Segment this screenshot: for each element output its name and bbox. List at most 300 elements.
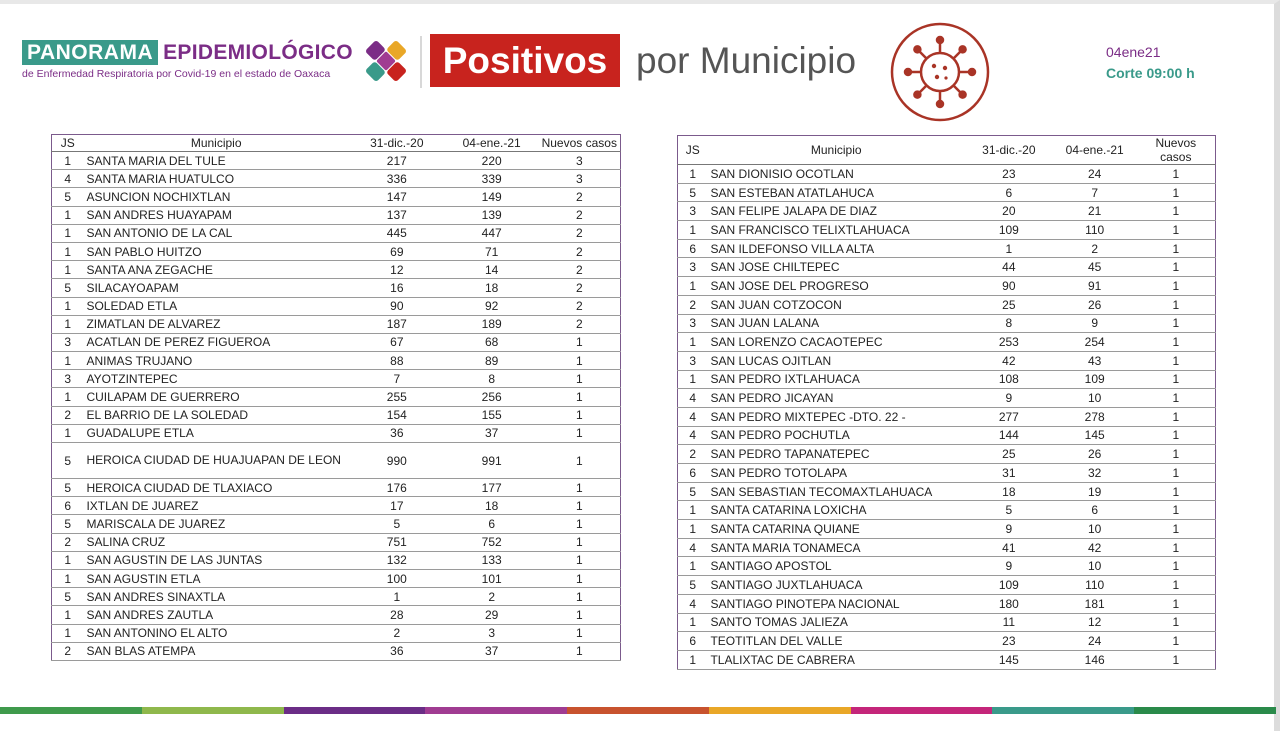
cell-04-ene: 29 bbox=[445, 606, 539, 624]
cell-nuevos-casos: 2 bbox=[539, 188, 621, 206]
cell-nuevos-casos: 1 bbox=[1137, 594, 1216, 613]
table-row bbox=[52, 352, 621, 370]
table-row bbox=[678, 650, 1216, 669]
strip-segment bbox=[709, 707, 851, 714]
cell-nuevos-casos: 1 bbox=[1137, 632, 1216, 651]
strip-segment bbox=[284, 707, 426, 714]
cell-municipio: SAN PEDRO TOTOLAPA bbox=[707, 464, 964, 483]
table-row bbox=[52, 315, 621, 333]
cell-31-dic: 44 bbox=[965, 258, 1053, 277]
cell-31-dic: 217 bbox=[349, 152, 445, 170]
cell-nuevos-casos: 1 bbox=[1137, 538, 1216, 557]
cell-nuevos-casos: 1 bbox=[1137, 557, 1216, 576]
cell-js: 3 bbox=[52, 333, 84, 351]
cell-js: 5 bbox=[52, 515, 84, 533]
cell-04-ene: 145 bbox=[1053, 426, 1137, 445]
cell-31-dic: 36 bbox=[349, 424, 445, 442]
cell-04-ene: 37 bbox=[445, 424, 539, 442]
cell-31-dic: 109 bbox=[965, 576, 1053, 595]
cell-js: 3 bbox=[678, 202, 708, 221]
cell-js: 3 bbox=[678, 351, 708, 370]
cell-municipio: SANTA MARIA DEL TULE bbox=[83, 152, 348, 170]
cell-js: 6 bbox=[678, 464, 708, 483]
table-row bbox=[678, 314, 1216, 333]
table-row bbox=[678, 464, 1216, 483]
cell-nuevos-casos: 1 bbox=[539, 352, 621, 370]
strip-segment bbox=[0, 707, 142, 714]
cell-31-dic: 100 bbox=[349, 569, 445, 587]
cell-04-ene: 991 bbox=[445, 443, 539, 479]
cell-31-dic: 5 bbox=[349, 515, 445, 533]
cell-nuevos-casos: 1 bbox=[1137, 314, 1216, 333]
table-row bbox=[678, 333, 1216, 352]
cell-31-dic: 176 bbox=[349, 479, 445, 497]
strip-segment bbox=[567, 707, 709, 714]
cell-municipio: ANIMAS TRUJANO bbox=[83, 352, 348, 370]
cell-municipio: SAN JUAN LALANA bbox=[707, 314, 964, 333]
cell-js: 5 bbox=[678, 183, 708, 202]
cell-js: 5 bbox=[52, 479, 84, 497]
cell-04-ene: 12 bbox=[1053, 613, 1137, 632]
cell-municipio: SAN ANDRES HUAYAPAM bbox=[83, 206, 348, 224]
cell-municipio: SAN JOSE CHILTEPEC bbox=[707, 258, 964, 277]
cell-nuevos-casos: 1 bbox=[539, 479, 621, 497]
table-row bbox=[678, 183, 1216, 202]
cell-municipio: SAN DIONISIO OCOTLAN bbox=[707, 165, 964, 184]
table-row bbox=[52, 279, 621, 297]
cell-31-dic: 18 bbox=[965, 482, 1053, 501]
cell-31-dic: 144 bbox=[965, 426, 1053, 445]
cell-municipio: SAN AGUSTIN DE LAS JUNTAS bbox=[83, 551, 348, 569]
cell-31-dic: 9 bbox=[965, 557, 1053, 576]
cell-31-dic: 990 bbox=[349, 443, 445, 479]
table-row bbox=[678, 538, 1216, 557]
cell-nuevos-casos: 1 bbox=[1137, 445, 1216, 464]
cell-04-ene: 2 bbox=[445, 588, 539, 606]
cell-js: 5 bbox=[52, 188, 84, 206]
cell-31-dic: 154 bbox=[349, 406, 445, 424]
cell-nuevos-casos: 1 bbox=[539, 370, 621, 388]
cell-js: 1 bbox=[52, 424, 84, 442]
cell-04-ene: 8 bbox=[445, 370, 539, 388]
cell-nuevos-casos: 1 bbox=[539, 533, 621, 551]
cell-04-ene: 71 bbox=[445, 242, 539, 260]
cell-municipio: AYOTZINTEPEC bbox=[83, 370, 348, 388]
table-row bbox=[678, 202, 1216, 221]
virus-icon bbox=[889, 22, 991, 122]
cell-js: 1 bbox=[52, 388, 84, 406]
table-row bbox=[678, 445, 1216, 464]
cell-municipio: SAN JOSE DEL PROGRESO bbox=[707, 277, 964, 296]
cell-31-dic: 20 bbox=[965, 202, 1053, 221]
cell-04-ene: 91 bbox=[1053, 277, 1137, 296]
cell-municipio: SAN ANTONINO EL ALTO bbox=[83, 624, 348, 642]
cell-31-dic: 23 bbox=[965, 165, 1053, 184]
cell-nuevos-casos: 1 bbox=[539, 497, 621, 515]
cell-04-ene: 26 bbox=[1053, 445, 1137, 464]
cell-04-ene: 21 bbox=[1053, 202, 1137, 221]
strip-segment bbox=[425, 707, 567, 714]
cell-nuevos-casos: 1 bbox=[539, 424, 621, 442]
cell-js: 1 bbox=[52, 242, 84, 260]
cell-municipio: ACATLAN DE PEREZ FIGUEROA bbox=[83, 333, 348, 351]
cell-nuevos-casos: 1 bbox=[1137, 576, 1216, 595]
cell-municipio: ASUNCION NOCHIXTLAN bbox=[83, 188, 348, 206]
cell-04-ene: 92 bbox=[445, 297, 539, 315]
table-row bbox=[52, 261, 621, 279]
cell-04-ene: 43 bbox=[1053, 351, 1137, 370]
cell-js: 4 bbox=[52, 170, 84, 188]
color-strip bbox=[0, 707, 1276, 714]
cell-js: 3 bbox=[678, 314, 708, 333]
cell-31-dic: 132 bbox=[349, 551, 445, 569]
brand-block bbox=[22, 40, 353, 80]
cell-nuevos-casos: 1 bbox=[1137, 183, 1216, 202]
table-row bbox=[678, 295, 1216, 314]
cell-31-dic: 7 bbox=[349, 370, 445, 388]
header-js: JS bbox=[678, 136, 708, 165]
cell-nuevos-casos: 2 bbox=[539, 261, 621, 279]
cell-04-ene: 9 bbox=[1053, 314, 1137, 333]
table-row bbox=[678, 482, 1216, 501]
cell-municipio: SAN PABLO HUITZO bbox=[83, 242, 348, 260]
cell-04-ene: 14 bbox=[445, 261, 539, 279]
cell-municipio: ZIMATLAN DE ALVAREZ bbox=[83, 315, 348, 333]
table-row bbox=[52, 588, 621, 606]
cell-04-ene: 68 bbox=[445, 333, 539, 351]
cell-31-dic: 336 bbox=[349, 170, 445, 188]
cell-municipio: GUADALUPE ETLA bbox=[83, 424, 348, 442]
brand-subtitle: de Enfermedad Respiratoria por Covid-19 en el estado de Oaxaca bbox=[22, 68, 331, 80]
cell-js: 2 bbox=[52, 406, 84, 424]
cell-04-ene: 110 bbox=[1053, 576, 1137, 595]
cell-31-dic: 67 bbox=[349, 333, 445, 351]
cell-municipio: SALINA CRUZ bbox=[83, 533, 348, 551]
cell-municipio: SAN SEBASTIAN TECOMAXTLAHUACA bbox=[707, 482, 964, 501]
cell-nuevos-casos: 2 bbox=[539, 279, 621, 297]
cell-31-dic: 69 bbox=[349, 242, 445, 260]
cell-municipio: SANTIAGO PINOTEPA NACIONAL bbox=[707, 594, 964, 613]
cell-31-dic: 1 bbox=[965, 239, 1053, 258]
cell-js: 4 bbox=[678, 389, 708, 408]
table-row bbox=[52, 624, 621, 642]
strip-segment bbox=[142, 707, 284, 714]
positivos-banner: Positivos bbox=[430, 34, 620, 87]
cell-municipio: TLALIXTAC DE CABRERA bbox=[707, 650, 964, 669]
cell-04-ene: 37 bbox=[445, 642, 539, 660]
cell-municipio: SAN JUAN COTZOCON bbox=[707, 295, 964, 314]
table-row bbox=[678, 557, 1216, 576]
cell-31-dic: 16 bbox=[349, 279, 445, 297]
cell-municipio: SAN PEDRO POCHUTLA bbox=[707, 426, 964, 445]
cell-municipio: SAN AGUSTIN ETLA bbox=[83, 569, 348, 587]
cell-nuevos-casos: 1 bbox=[539, 406, 621, 424]
header-municipio: Municipio bbox=[707, 136, 964, 165]
cell-31-dic: 109 bbox=[965, 221, 1053, 240]
cell-js: 2 bbox=[678, 295, 708, 314]
cell-nuevos-casos: 1 bbox=[1137, 426, 1216, 445]
cell-04-ene: 177 bbox=[445, 479, 539, 497]
cell-js: 1 bbox=[52, 224, 84, 242]
cell-municipio: SANTA CATARINA QUIANE bbox=[707, 520, 964, 539]
header-31-dic: 31-dic.-20 bbox=[349, 135, 445, 152]
table-row bbox=[52, 242, 621, 260]
cell-js: 5 bbox=[678, 482, 708, 501]
table-row bbox=[52, 642, 621, 660]
cell-js: 6 bbox=[678, 632, 708, 651]
table-row bbox=[52, 333, 621, 351]
cell-nuevos-casos: 1 bbox=[1137, 333, 1216, 352]
cell-nuevos-casos: 1 bbox=[1137, 501, 1216, 520]
cell-nuevos-casos: 3 bbox=[539, 152, 621, 170]
cell-nuevos-casos: 1 bbox=[1137, 650, 1216, 669]
cell-31-dic: 187 bbox=[349, 315, 445, 333]
cell-04-ene: 10 bbox=[1053, 520, 1137, 539]
por-municipio-title: por Municipio bbox=[636, 40, 857, 81]
cell-31-dic: 145 bbox=[965, 650, 1053, 669]
cell-nuevos-casos: 1 bbox=[1137, 221, 1216, 240]
cell-31-dic: 445 bbox=[349, 224, 445, 242]
cell-municipio: SANTA ANA ZEGACHE bbox=[83, 261, 348, 279]
cell-js: 4 bbox=[678, 426, 708, 445]
cell-municipio: MARISCALA DE JUAREZ bbox=[83, 515, 348, 533]
strip-segment bbox=[992, 707, 1134, 714]
cell-nuevos-casos: 1 bbox=[1137, 351, 1216, 370]
cell-nuevos-casos: 1 bbox=[539, 551, 621, 569]
header-04-ene: 04-ene.-21 bbox=[445, 135, 539, 152]
cell-js: 3 bbox=[678, 258, 708, 277]
cell-js: 1 bbox=[678, 333, 708, 352]
cell-js: 1 bbox=[678, 650, 708, 669]
cell-31-dic: 90 bbox=[965, 277, 1053, 296]
cell-04-ene: 7 bbox=[1053, 183, 1137, 202]
cell-js: 1 bbox=[678, 501, 708, 520]
cell-municipio: HEROICA CIUDAD DE TLAXIACO bbox=[83, 479, 348, 497]
cell-municipio: TEOTITLAN DEL VALLE bbox=[707, 632, 964, 651]
cell-municipio: SAN LORENZO CACAOTEPEC bbox=[707, 333, 964, 352]
table-row bbox=[52, 297, 621, 315]
cell-nuevos-casos: 1 bbox=[539, 569, 621, 587]
table-row bbox=[52, 188, 621, 206]
cell-nuevos-casos: 1 bbox=[539, 388, 621, 406]
cell-municipio: SAN FELIPE JALAPA DE DIAZ bbox=[707, 202, 964, 221]
table-row bbox=[678, 501, 1216, 520]
cell-js: 1 bbox=[52, 297, 84, 315]
table-row bbox=[52, 152, 621, 170]
report-date: 04ene21 bbox=[1106, 44, 1161, 60]
cell-31-dic: 42 bbox=[965, 351, 1053, 370]
cell-js: 1 bbox=[678, 370, 708, 389]
table-row bbox=[678, 426, 1216, 445]
cell-04-ene: 139 bbox=[445, 206, 539, 224]
cell-municipio: SAN PEDRO IXTLAHUACA bbox=[707, 370, 964, 389]
cell-nuevos-casos: 1 bbox=[1137, 464, 1216, 483]
cell-31-dic: 90 bbox=[349, 297, 445, 315]
cell-04-ene: 752 bbox=[445, 533, 539, 551]
table-header-row bbox=[52, 135, 621, 152]
cell-04-ene: 101 bbox=[445, 569, 539, 587]
cell-js: 6 bbox=[52, 497, 84, 515]
cell-31-dic: 9 bbox=[965, 389, 1053, 408]
cell-nuevos-casos: 2 bbox=[539, 315, 621, 333]
cell-js: 5 bbox=[52, 279, 84, 297]
cell-js: 1 bbox=[678, 165, 708, 184]
header-31-dic: 31-dic.-20 bbox=[965, 136, 1053, 165]
cell-nuevos-casos: 1 bbox=[539, 642, 621, 660]
header-municipio: Municipio bbox=[83, 135, 348, 152]
table-row bbox=[678, 258, 1216, 277]
cell-04-ene: 146 bbox=[1053, 650, 1137, 669]
cell-nuevos-casos: 1 bbox=[539, 443, 621, 479]
cell-04-ene: 109 bbox=[1053, 370, 1137, 389]
cell-04-ene: 189 bbox=[445, 315, 539, 333]
cell-04-ene: 19 bbox=[1053, 482, 1137, 501]
cell-js: 5 bbox=[52, 443, 84, 479]
cell-municipio: CUILAPAM DE GUERRERO bbox=[83, 388, 348, 406]
cell-31-dic: 1 bbox=[349, 588, 445, 606]
cell-nuevos-casos: 1 bbox=[1137, 258, 1216, 277]
cell-31-dic: 180 bbox=[965, 594, 1053, 613]
header-nuevos-casos: Nuevos casos bbox=[539, 135, 621, 152]
cell-nuevos-casos: 1 bbox=[1137, 407, 1216, 426]
cell-nuevos-casos: 1 bbox=[1137, 520, 1216, 539]
cell-nuevos-casos: 1 bbox=[539, 333, 621, 351]
cell-municipio: SAN ANTONIO DE LA CAL bbox=[83, 224, 348, 242]
header-divider bbox=[420, 36, 422, 88]
cell-municipio: HEROICA CIUDAD DE HUAJUAPAN DE LEON bbox=[83, 443, 348, 479]
cell-js: 4 bbox=[678, 594, 708, 613]
cell-04-ene: 3 bbox=[445, 624, 539, 642]
table-row bbox=[52, 606, 621, 624]
cell-js: 1 bbox=[678, 557, 708, 576]
table-row bbox=[52, 533, 621, 551]
table-row bbox=[52, 170, 621, 188]
cell-js: 5 bbox=[52, 588, 84, 606]
header-nuevos-casos: Nuevos casos bbox=[1137, 136, 1216, 165]
cell-municipio: SAN ILDEFONSO VILLA ALTA bbox=[707, 239, 964, 258]
header-js: JS bbox=[52, 135, 84, 152]
cell-js: 1 bbox=[678, 613, 708, 632]
cell-js: 6 bbox=[678, 239, 708, 258]
cell-municipio: SAN LUCAS OJITLAN bbox=[707, 351, 964, 370]
cell-municipio: SAN ANDRES ZAUTLA bbox=[83, 606, 348, 624]
cell-04-ene: 278 bbox=[1053, 407, 1137, 426]
cell-31-dic: 25 bbox=[965, 445, 1053, 464]
report-cutoff: Corte 09:00 h bbox=[1106, 65, 1195, 81]
cases-table-left bbox=[51, 134, 621, 661]
cell-nuevos-casos: 1 bbox=[539, 624, 621, 642]
cell-31-dic: 137 bbox=[349, 206, 445, 224]
cell-js: 2 bbox=[678, 445, 708, 464]
cell-nuevos-casos: 1 bbox=[1137, 277, 1216, 296]
table-row bbox=[678, 221, 1216, 240]
brand-epidemiologico: EPIDEMIOLÓGICO bbox=[163, 40, 353, 64]
cell-04-ene: 45 bbox=[1053, 258, 1137, 277]
cell-js: 4 bbox=[678, 538, 708, 557]
cell-municipio: SAN PEDRO JICAYAN bbox=[707, 389, 964, 408]
cell-municipio: SAN FRANCISCO TELIXTLAHUACA bbox=[707, 221, 964, 240]
cell-31-dic: 147 bbox=[349, 188, 445, 206]
cell-31-dic: 17 bbox=[349, 497, 445, 515]
table-row bbox=[52, 443, 621, 479]
cell-nuevos-casos: 1 bbox=[1137, 389, 1216, 408]
cell-municipio: SANTIAGO JUXTLAHUACA bbox=[707, 576, 964, 595]
table-row bbox=[52, 206, 621, 224]
cell-municipio: SAN BLAS ATEMPA bbox=[83, 642, 348, 660]
cell-04-ene: 18 bbox=[445, 497, 539, 515]
brand-panorama: PANORAMA bbox=[22, 40, 158, 65]
cell-31-dic: 253 bbox=[965, 333, 1053, 352]
cell-municipio: SANTA MARIA TONAMECA bbox=[707, 538, 964, 557]
cell-municipio: SOLEDAD ETLA bbox=[83, 297, 348, 315]
cell-nuevos-casos: 1 bbox=[1137, 295, 1216, 314]
cell-31-dic: 255 bbox=[349, 388, 445, 406]
cell-04-ene: 6 bbox=[1053, 501, 1137, 520]
cell-municipio: SANTA CATARINA LOXICHA bbox=[707, 501, 964, 520]
cell-municipio: IXTLAN DE JUAREZ bbox=[83, 497, 348, 515]
table-row bbox=[52, 370, 621, 388]
table-row bbox=[678, 520, 1216, 539]
cell-nuevos-casos: 1 bbox=[1137, 370, 1216, 389]
cell-31-dic: 8 bbox=[965, 314, 1053, 333]
cell-04-ene: 133 bbox=[445, 551, 539, 569]
cell-31-dic: 751 bbox=[349, 533, 445, 551]
cell-31-dic: 23 bbox=[965, 632, 1053, 651]
cell-04-ene: 24 bbox=[1053, 632, 1137, 651]
table-row bbox=[52, 497, 621, 515]
table-row bbox=[52, 406, 621, 424]
cell-municipio: EL BARRIO DE LA SOLEDAD bbox=[83, 406, 348, 424]
cell-04-ene: 110 bbox=[1053, 221, 1137, 240]
cell-04-ene: 6 bbox=[445, 515, 539, 533]
cell-04-ene: 256 bbox=[445, 388, 539, 406]
cell-js: 1 bbox=[52, 315, 84, 333]
cell-04-ene: 18 bbox=[445, 279, 539, 297]
cell-municipio: SAN PEDRO MIXTEPEC -DTO. 22 - bbox=[707, 407, 964, 426]
cell-nuevos-casos: 1 bbox=[1137, 202, 1216, 221]
cell-js: 1 bbox=[52, 352, 84, 370]
cell-js: 1 bbox=[52, 261, 84, 279]
header-04-ene: 04-ene.-21 bbox=[1053, 136, 1137, 165]
strip-segment bbox=[1134, 707, 1276, 714]
cell-js: 1 bbox=[678, 221, 708, 240]
cell-nuevos-casos: 3 bbox=[539, 170, 621, 188]
cell-js: 2 bbox=[52, 642, 84, 660]
cell-04-ene: 89 bbox=[445, 352, 539, 370]
cell-municipio: SAN PEDRO TAPANATEPEC bbox=[707, 445, 964, 464]
strip-segment bbox=[851, 707, 993, 714]
cell-04-ene: 149 bbox=[445, 188, 539, 206]
table-row bbox=[678, 407, 1216, 426]
cell-31-dic: 2 bbox=[349, 624, 445, 642]
cell-31-dic: 277 bbox=[965, 407, 1053, 426]
cell-31-dic: 6 bbox=[965, 183, 1053, 202]
cell-js: 1 bbox=[678, 520, 708, 539]
cell-nuevos-casos: 1 bbox=[539, 588, 621, 606]
cell-31-dic: 28 bbox=[349, 606, 445, 624]
cell-31-dic: 31 bbox=[965, 464, 1053, 483]
cell-04-ene: 24 bbox=[1053, 165, 1137, 184]
cell-nuevos-casos: 2 bbox=[539, 224, 621, 242]
cell-js: 1 bbox=[52, 152, 84, 170]
cell-nuevos-casos: 1 bbox=[1137, 613, 1216, 632]
cell-nuevos-casos: 1 bbox=[1137, 239, 1216, 258]
logo-x-icon bbox=[362, 37, 410, 85]
table-row bbox=[678, 370, 1216, 389]
cell-04-ene: 181 bbox=[1053, 594, 1137, 613]
table-row bbox=[678, 613, 1216, 632]
cell-04-ene: 10 bbox=[1053, 557, 1137, 576]
